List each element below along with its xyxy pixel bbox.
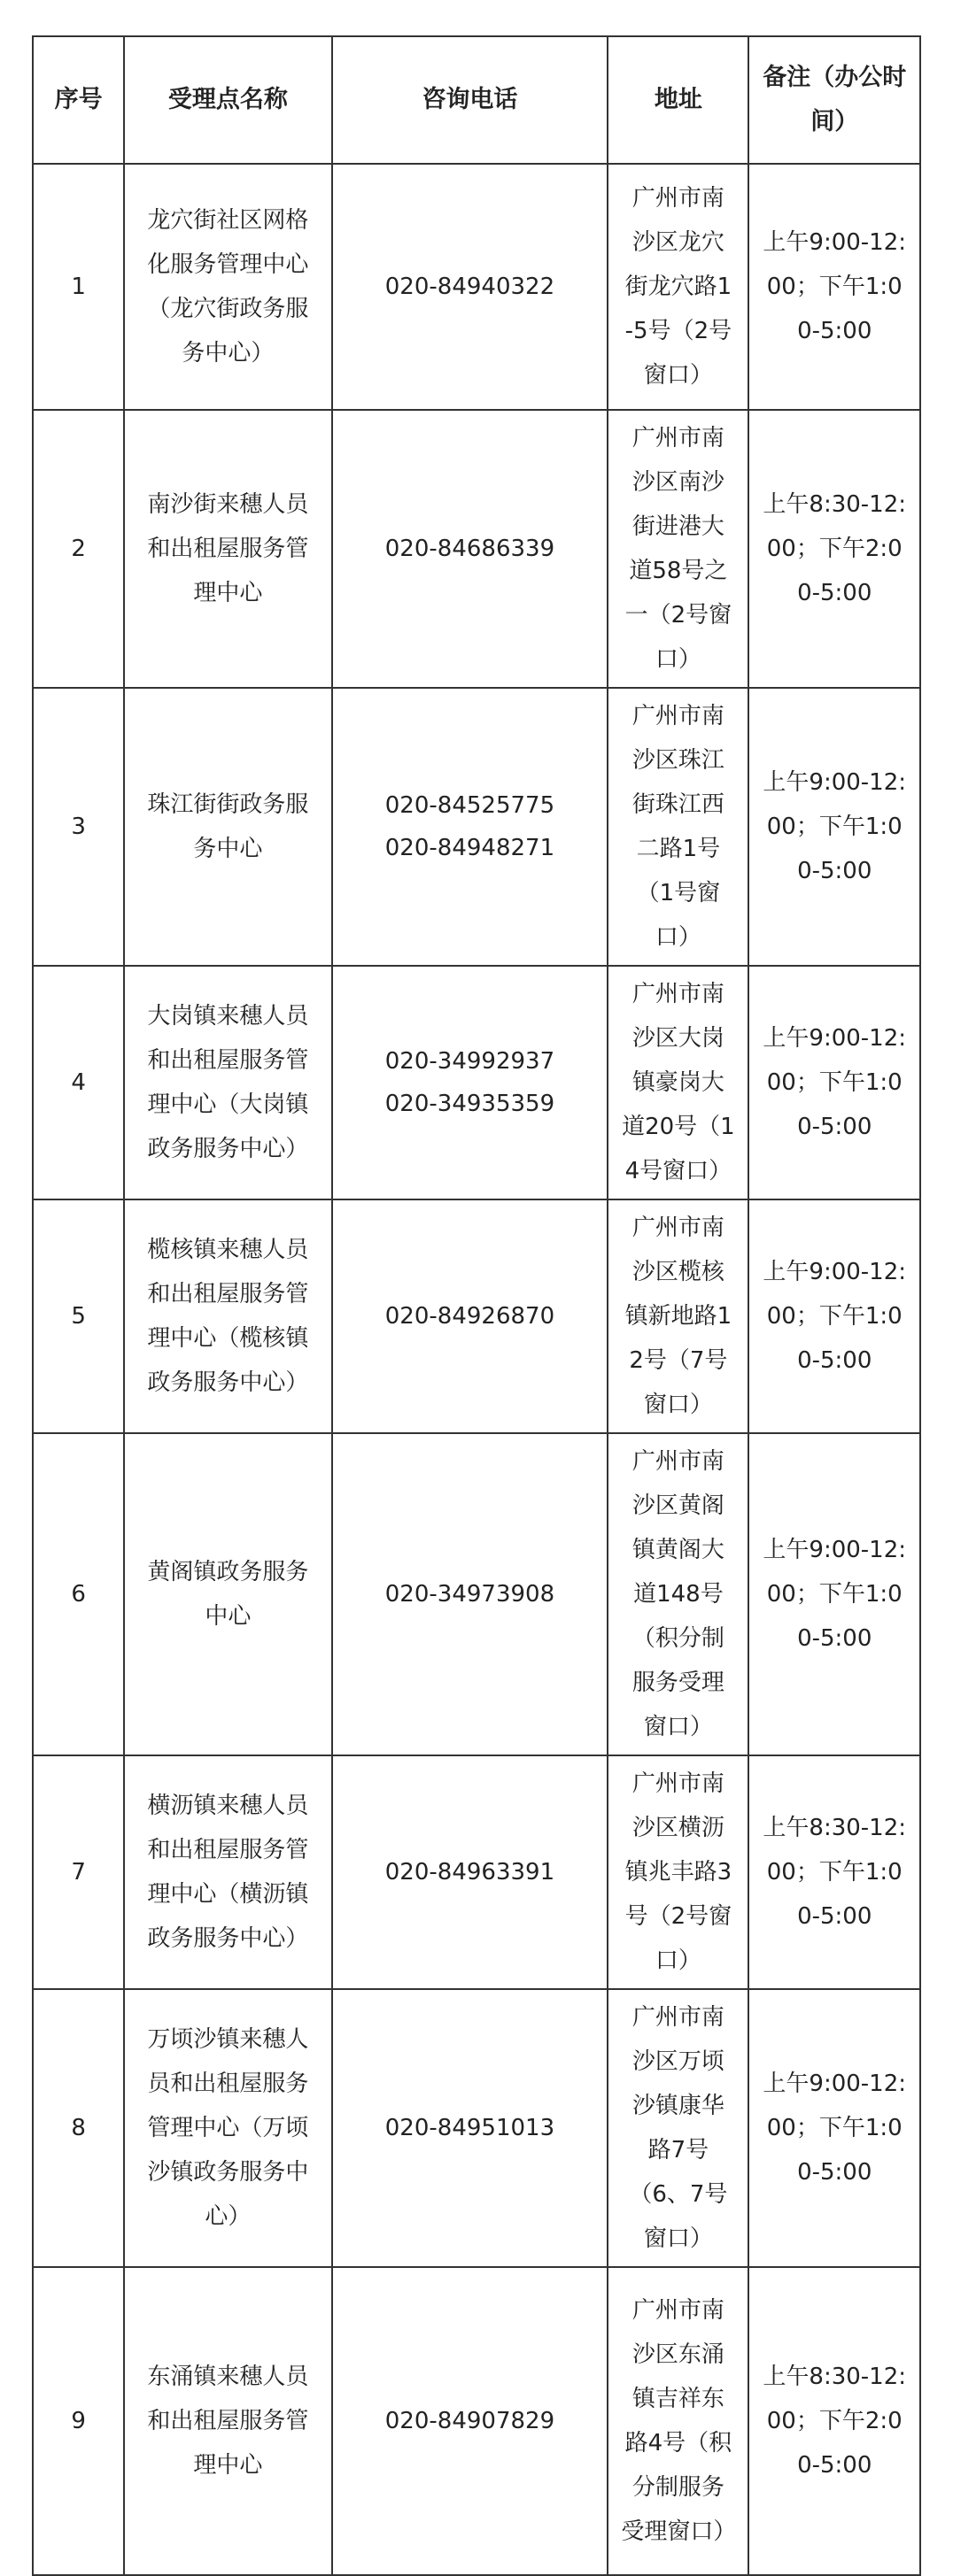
- row-no: 3: [33, 688, 124, 966]
- table-row: [33, 410, 920, 688]
- row-name: 南沙街来穗人员和出租屋服务管理中心: [124, 410, 331, 688]
- table-row: [33, 1989, 920, 2267]
- phone-number: 020-84926870: [384, 1303, 555, 1330]
- row-address: 广州市南沙区横沥镇兆丰路3号（2号窗口）: [608, 1755, 748, 1989]
- row-phone: [332, 164, 608, 410]
- header-phone: 咨询电话: [332, 36, 608, 164]
- row-notes: 上午9:00-12:00；下午1:00-5:00: [748, 688, 920, 966]
- row-address: 广州市南沙区东涌镇吉祥东路4号（积分制服务受理窗口）: [608, 2267, 748, 2575]
- table-header-row: [33, 36, 920, 164]
- row-name: 东涌镇来穗人员和出租屋服务管理中心: [124, 2267, 331, 2575]
- row-no: 8: [33, 1989, 124, 2267]
- row-address: 广州市南沙区龙穴街龙穴路1-5号（2号窗口）: [608, 164, 748, 410]
- row-phone: [332, 1433, 608, 1755]
- phone-number: 020-84686339: [384, 536, 555, 562]
- header-notes: 备注（办公时间）: [748, 36, 920, 164]
- row-address: 广州市南沙区黄阁镇黄阁大道148号（积分制服务受理窗口）: [608, 1433, 748, 1755]
- row-address: 广州市南沙区南沙街进港大道58号之一（2号窗口）: [608, 410, 748, 688]
- row-phone: [332, 1755, 608, 1989]
- row-name: 龙穴街社区网格化服务管理中心（龙穴街政务服务中心）: [124, 164, 331, 410]
- row-notes: 上午9:00-12:00；下午1:00-5:00: [748, 1199, 920, 1433]
- row-name: 榄核镇来穗人员和出租屋服务管理中心（榄核镇政务服务中心）: [124, 1199, 331, 1433]
- table-row: [33, 2267, 920, 2575]
- row-notes: 上午8:30-12:00；下午2:00-5:00: [748, 410, 920, 688]
- row-address: 广州市南沙区榄核镇新地路12号（7号窗口）: [608, 1199, 748, 1433]
- row-no: 7: [33, 1755, 124, 1989]
- header-address: 地址: [608, 36, 748, 164]
- table-row: [33, 688, 920, 966]
- row-name: 万顷沙镇来穗人员和出租屋服务管理中心（万顷沙镇政务服务中心）: [124, 1989, 331, 2267]
- row-name: 黄阁镇政务服务中心: [124, 1433, 331, 1755]
- row-notes: 上午8:30-12:00；下午2:00-5:00: [748, 2267, 920, 2575]
- row-address: 广州市南沙区大岗镇豪岗大道20号（14号窗口）: [608, 966, 748, 1199]
- row-phone: [332, 2267, 608, 2575]
- row-notes: 上午9:00-12:00；下午1:00-5:00: [748, 1433, 920, 1755]
- phone-number: 020-34992937: [384, 1048, 555, 1075]
- row-phone: [332, 410, 608, 688]
- row-address: 广州市南沙区珠江街珠江西二路1号（1号窗口）: [608, 688, 748, 966]
- row-notes: 上午9:00-12:00；下午1:00-5:00: [748, 1989, 920, 2267]
- phone-number: 020-34935359: [384, 1091, 555, 1117]
- table-row: [33, 966, 920, 1199]
- row-notes: 上午8:30-12:00；下午1:00-5:00: [748, 1755, 920, 1989]
- phone-number: 020-84951013: [384, 2115, 555, 2141]
- row-name: 珠江街街政务服务中心: [124, 688, 331, 966]
- service-points-table: [32, 35, 921, 2576]
- row-no: 1: [33, 164, 124, 410]
- table-row: [33, 164, 920, 410]
- row-phone: [332, 1989, 608, 2267]
- table-row: [33, 1433, 920, 1755]
- phone-number: 020-84940322: [384, 274, 555, 300]
- row-no: 6: [33, 1433, 124, 1755]
- phone-number: 020-84907829: [384, 2408, 555, 2434]
- row-no: 9: [33, 2267, 124, 2575]
- row-phone: [332, 966, 608, 1199]
- row-phone: [332, 1199, 608, 1433]
- row-notes: 上午9:00-12:00；下午1:00-5:00: [748, 164, 920, 410]
- row-name: 大岗镇来穗人员和出租屋服务管理中心（大岗镇政务服务中心）: [124, 966, 331, 1199]
- row-notes: 上午9:00-12:00；下午1:00-5:00: [748, 966, 920, 1199]
- phone-number: 020-84948271: [384, 835, 555, 861]
- phone-number: 020-84963391: [384, 1859, 555, 1886]
- row-no: 4: [33, 966, 124, 1199]
- row-name: 横沥镇来穗人员和出租屋服务管理中心（横沥镇政务服务中心）: [124, 1755, 331, 1989]
- table-row: [33, 1755, 920, 1989]
- row-no: 5: [33, 1199, 124, 1433]
- phone-number: 020-84525775: [384, 792, 555, 819]
- table-row: [33, 1199, 920, 1433]
- row-address: 广州市南沙区万顷沙镇康华路7号（6、7号窗口）: [608, 1989, 748, 2267]
- phone-number: 020-34973908: [384, 1581, 555, 1608]
- header-no: 序号: [33, 36, 124, 164]
- row-phone: [332, 688, 608, 966]
- header-name: 受理点名称: [124, 36, 331, 164]
- row-no: 2: [33, 410, 124, 688]
